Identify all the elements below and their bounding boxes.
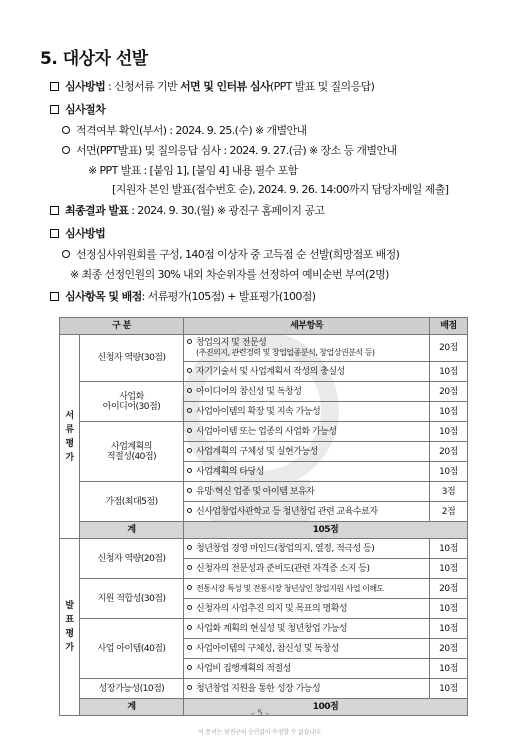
square-bullet-icon	[50, 292, 59, 301]
pres-points-3a: 10점	[430, 619, 468, 639]
header-points: 배점	[430, 318, 468, 335]
table-row	[60, 679, 468, 699]
pres-points-2b: 10점	[430, 599, 468, 619]
doc-item-4b	[184, 502, 430, 522]
criteria-label: 심사항목 및 배점	[65, 290, 142, 303]
doc-item-2a	[184, 382, 430, 402]
procedure-step-2	[62, 142, 397, 158]
pres-points-3c: 10점	[430, 659, 468, 679]
pres-item-2a	[184, 579, 430, 599]
pres-item-3b-text: 사업아이템의 구체성, 참신성 및 독창성	[196, 643, 339, 654]
circle-bullet-icon	[187, 448, 192, 453]
square-bullet-icon	[50, 105, 59, 114]
pres-sub-4: 성장가능성(10점)	[80, 679, 184, 699]
table-row	[60, 539, 468, 559]
circle-bullet-icon	[187, 368, 192, 373]
circle-bullet-icon	[187, 665, 192, 670]
table-row	[60, 619, 468, 639]
selection-line-1-text: 선정심사위원회를 구성, 140점 이상자 중 고득점 순 선발(희망점포 배정)	[76, 248, 400, 261]
header-detail: 세부항목	[184, 318, 430, 335]
doc-points-2a: 20점	[430, 382, 468, 402]
pres-points-2a: 20점	[430, 579, 468, 599]
method-text-bold: 서면 및 인터뷰 심사	[179, 80, 270, 93]
circle-bullet-icon	[187, 585, 192, 590]
scoring-table	[59, 317, 468, 716]
doc-item-2b	[184, 402, 430, 422]
result-text: : 2024. 9. 30.(월) ※ 광진구 홈페이지 공고	[128, 204, 325, 217]
pres-sub-3: 사업 아이템(40점)	[80, 619, 184, 679]
doc-total-label: 계	[80, 522, 184, 539]
pres-points-1b: 10점	[430, 559, 468, 579]
table-row	[60, 335, 468, 362]
circle-bullet-icon	[187, 685, 192, 690]
criteria-line	[50, 288, 316, 304]
procedure-note-1: ※ PPT 발표 : [붙임 1], [붙임 4] 내용 필수 포함	[88, 164, 298, 177]
doc-sub-2-line-1: 사업화	[119, 391, 144, 402]
pres-item-3a-text: 사업화 계획의 현실성 및 청년창업 가능성	[196, 623, 348, 634]
circle-bullet-icon	[187, 339, 192, 344]
doc-eval-category: 서 류 평 가	[60, 335, 80, 539]
doc-item-4a	[184, 482, 430, 502]
method-text-post: (PPT 발표 및 질의응답)	[269, 80, 375, 93]
procedure-step-2-text: 서면(PPT발표) 및 질의응답 심사 : 2024. 9. 27.(금) ※ 장소 등 개별안내	[76, 144, 397, 157]
result-label: 최종결과 발표	[65, 204, 129, 217]
section-heading: 5. 대상자 선발	[40, 49, 148, 69]
pres-sub-2: 지원 적합성(30점)	[80, 579, 184, 619]
doc-item-4a-text: 유망·혁신 업종 및 아이템 보유자	[196, 486, 315, 497]
selection-line-2: ※ 최종 선정인원의 30% 내외 차순위자를 선정하여 예비순번 부여(2명)	[70, 268, 389, 281]
doc-item-4b-text: 신사업창업사관학교 등 청년창업 관련 교육수료자	[196, 506, 378, 517]
selection-title	[50, 225, 105, 241]
doc-points-4b: 2점	[430, 502, 468, 522]
circle-bullet-icon	[187, 605, 192, 610]
circle-bullet-icon	[187, 545, 192, 550]
circle-bullet-icon	[187, 388, 192, 393]
doc-item-3c	[184, 462, 430, 482]
doc-sub-3-line-1: 사업계획의	[111, 441, 152, 452]
doc-item-2a-text: 아이디어의 참신성 및 독창성	[196, 386, 302, 397]
pres-total-label: 계	[80, 699, 184, 716]
doc-item-1b-text: 자기기술서 및 사업계획서 작성의 충실성	[196, 366, 345, 377]
doc-item-1a	[184, 335, 430, 362]
pres-item-3c-text: 사업비 집행계획의 적절성	[196, 663, 291, 674]
doc-points-1a: 20점	[430, 335, 468, 362]
doc-sub-1: 신청자 역량(30점)	[80, 335, 184, 382]
doc-item-1a-detail: (추진의지, 관련경력 및 창업업종분석, 창업상권분석 등)	[196, 348, 375, 357]
doc-sub-2-line-2: 아이디어(30점)	[102, 401, 161, 412]
pres-item-2b	[184, 599, 430, 619]
pres-points-3b: 20점	[430, 639, 468, 659]
table-row	[60, 579, 468, 599]
doc-points-2b: 10점	[430, 402, 468, 422]
table-row	[60, 422, 468, 442]
pres-item-3b	[184, 639, 430, 659]
pres-item-2a-text: 전통시장 특성 및 전통시장 청년상인 창업지원 사업 이해도	[196, 583, 384, 593]
doc-points-3b: 20점	[430, 442, 468, 462]
procedure-title	[50, 101, 105, 117]
table-row	[60, 382, 468, 402]
square-bullet-icon	[50, 82, 59, 91]
doc-total: 105점	[184, 522, 468, 539]
table-row	[60, 522, 468, 539]
table-row	[60, 482, 468, 502]
doc-points-3a: 10점	[430, 422, 468, 442]
circle-bullet-icon	[62, 126, 70, 134]
method-line	[50, 78, 374, 94]
procedure-step-1	[62, 122, 307, 138]
circle-bullet-icon	[187, 645, 192, 650]
pres-item-3a	[184, 619, 430, 639]
circle-bullet-icon	[187, 408, 192, 413]
doc-sub-3-line-2: 적절성(40점)	[106, 451, 157, 462]
header-category: 구 분	[60, 318, 184, 335]
selection-line-1	[62, 246, 399, 262]
pres-eval-category: 발 표 평 가	[60, 539, 80, 716]
footer-notice: 이 문서는 광진구의 승인없이 수정할 수 없습니다.	[198, 729, 322, 736]
pres-item-2b-text: 신청자의 사업추진 의지 및 목표의 명확성	[196, 603, 348, 614]
table-header-row	[60, 318, 468, 335]
pres-item-1b	[184, 559, 430, 579]
page-number: - 5 -	[251, 709, 269, 719]
circle-bullet-icon	[62, 250, 70, 258]
square-bullet-icon	[50, 229, 59, 238]
doc-sub-2	[80, 382, 184, 422]
doc-points-3c: 10점	[430, 462, 468, 482]
criteria-text: : 서류평가(105점) + 발표평가(100점)	[141, 290, 316, 303]
circle-bullet-icon	[62, 146, 70, 154]
procedure-step-1-text: 적격여부 확인(부서) : 2024. 9. 25.(수) ※ 개별안내	[76, 124, 307, 137]
doc-item-3a	[184, 422, 430, 442]
procedure-note-2: [지원자 본인 발표(접수번호 순), 2024. 9. 26. 14:00까지 담당자메일 제출]	[112, 183, 449, 196]
circle-bullet-icon	[187, 428, 192, 433]
result-line	[50, 202, 324, 218]
doc-points-1b: 10점	[430, 362, 468, 382]
doc-item-3a-text: 사업아이템 또는 업종의 사업화 가능성	[196, 426, 337, 437]
circle-bullet-icon	[187, 488, 192, 493]
pres-points-4a: 10점	[430, 679, 468, 699]
pres-item-3c	[184, 659, 430, 679]
method-label: 심사방법	[65, 80, 106, 93]
doc-sub-3	[80, 422, 184, 482]
circle-bullet-icon	[187, 508, 192, 513]
doc-points-4a: 3점	[430, 482, 468, 502]
pres-total: 100점	[184, 699, 468, 716]
pres-item-1b-text: 신청자의 전문성과 준비도(관련 자격증 소지 등)	[196, 563, 370, 574]
doc-item-1a-text: 창업의지 및 전문성	[196, 338, 267, 348]
procedure-label: 심사절차	[65, 103, 106, 116]
pres-item-4a	[184, 679, 430, 699]
doc-item-2b-text: 사업아이템의 확장 및 지속 가능성	[196, 406, 321, 417]
square-bullet-icon	[50, 206, 59, 215]
pres-item-4a-text: 청년창업 지원을 통한 성장 가능성	[196, 683, 321, 694]
circle-bullet-icon	[187, 625, 192, 630]
pres-item-1a-text: 청년창업 경영 마인드(창업의지, 열정, 적극성 등)	[196, 543, 375, 554]
method-text-pre: : 신청서류 기반	[105, 80, 180, 93]
doc-item-3c-text: 사업계획의 타당성	[196, 466, 264, 477]
pres-item-1a	[184, 539, 430, 559]
doc-item-1b	[184, 362, 430, 382]
pres-sub-1: 신청자 역량(20점)	[80, 539, 184, 579]
doc-item-3b-text: 사업계획의 구체성 및 실현가능성	[196, 446, 318, 457]
pres-points-1a: 10점	[430, 539, 468, 559]
doc-item-3b	[184, 442, 430, 462]
selection-label: 심사방법	[65, 227, 106, 240]
doc-sub-4: 가점(최대5점)	[80, 482, 184, 522]
circle-bullet-icon	[187, 468, 192, 473]
circle-bullet-icon	[187, 565, 192, 570]
